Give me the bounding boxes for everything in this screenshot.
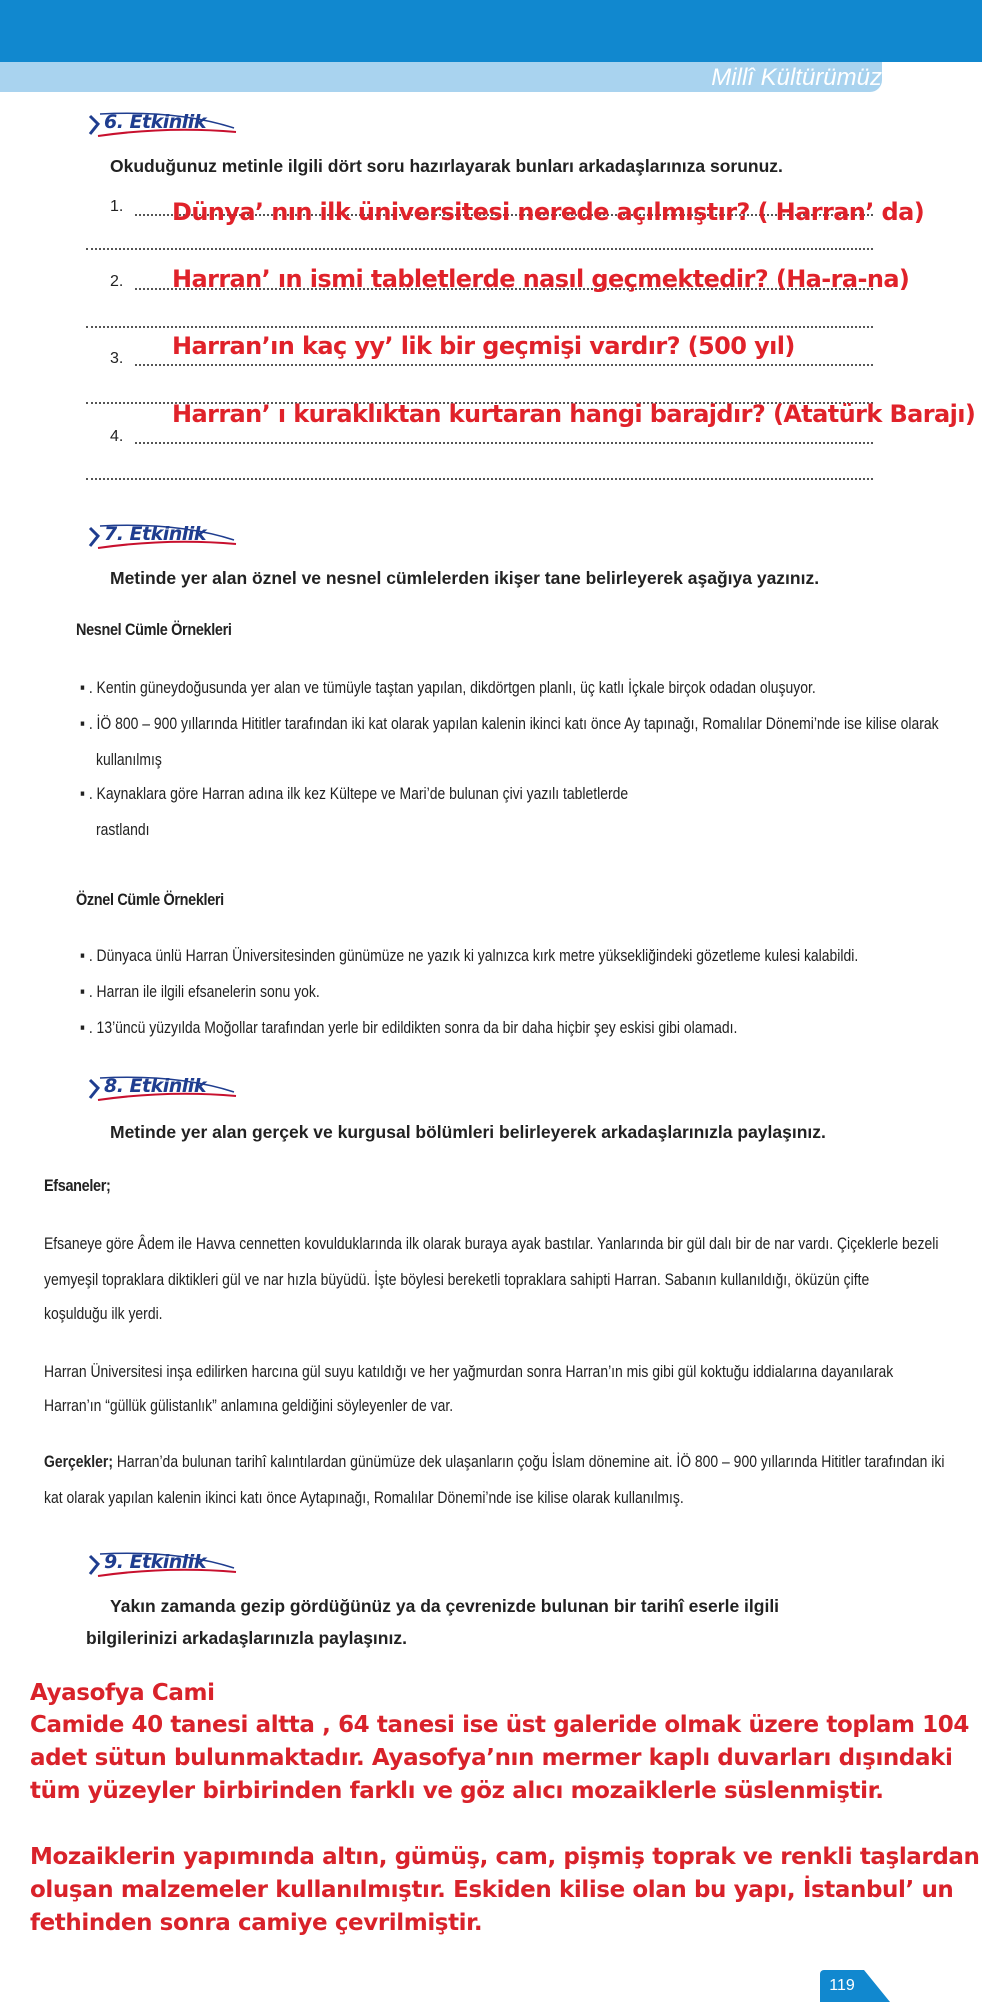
answer-text-line: adet sütun bulunmaktadır. Ayasofya’nın mermer kaplı duvarları dışındaki (30, 1745, 953, 1771)
activity-9-badge (88, 1550, 238, 1580)
efsane-line: Harran Üniversitesi inşa edilirken harcına gül suyu katıldığı ve her yağmurdan sonra Harran’ın mis gibi gül koktuğu iddialarına dayanılarak (44, 1362, 894, 1381)
answer-text-line: Mozaiklerin yapımında altın, gümüş, cam, pişmiş toprak ve renkli taşlardan (30, 1844, 980, 1870)
answer-line (86, 248, 873, 250)
oznel-heading: Öznel Cümle Örnekleri (76, 890, 224, 909)
question-number-3: 3. (110, 350, 124, 367)
activity-8-instruction: Metinde yer alan gerçek ve kurgusal bölümleri belirleyerek arkadaşlarınızla paylaşınız. (110, 1122, 826, 1142)
answer-line (86, 326, 873, 328)
top-color-bar (0, 0, 982, 62)
nesnel-heading: Nesnel Cümle Örnekleri (76, 620, 232, 639)
oznel-line: ▪ . Dünyaca ünlü Harran Üniversitesinden günümüze ne yazık ki yalnızca kırk metre yüksekliğindeki gözetleme kulesi kalabildi. (80, 946, 859, 965)
badge-label: 6. Etkinlik (104, 111, 206, 133)
question-number-4: 4. (110, 428, 124, 445)
answer-line (135, 442, 873, 444)
nesnel-line: rastlandı (96, 820, 150, 839)
gercek-text: Harran’da bulunan tarihî kalıntılardan günümüze dek ulaşanların çoğu İslam dönemine ait. İÖ 800 – 900 yıllarında Hititler tarafından iki (112, 1452, 945, 1471)
answer-line (135, 364, 873, 366)
oznel-line: ▪ . Harran ile ilgili efsanelerin sonu yok. (80, 982, 320, 1001)
activity-6-badge (88, 110, 238, 140)
answer-text-line: fethinden sonra camiye çevrilmiştir. (30, 1910, 483, 1936)
nesnel-line: ▪ . Kentin güneydoğusunda yer alan ve tümüyle taştan yapılan, dikdörtgen planlı, üç katlı İçkale birçok odadan oluşuyor. (80, 678, 816, 697)
answer-text-line: tüm yüzeyler birbirinden farklı ve göz alıcı mozaiklerle süslenmiştir. (30, 1778, 884, 1804)
badge-label: 8. Etkinlik (104, 1075, 206, 1097)
answer-4: Harran’ ı kuraklıktan kurtaran hangi barajdır? (Atatürk Barajı) (172, 400, 976, 428)
activity-8-badge (88, 1074, 238, 1104)
efsane-line: Harran’ın “güllük gülistanlık” anlamına geldiğini söyleyenler de var. (44, 1396, 454, 1415)
answer-3: Harran’ın kaç yy’ lik bir geçmişi vardır? (500 yıl) (172, 332, 795, 360)
activity-6-instruction: Okuduğunuz metinle ilgili dört soru hazırlayarak bunları arkadaşlarınıza sorunuz. (110, 156, 783, 176)
answer-text-line: Ayasofya Cami (30, 1680, 215, 1706)
badge-label: 7. Etkinlik (104, 523, 206, 545)
activity-9-instruction: Yakın zamanda gezip gördüğünüz ya da çevrenizde bulunan bir tarihî eserle ilgili (110, 1596, 780, 1616)
gercek-line: kat olarak yapılan kalenin ikinci katı önce Aytapınağı, Romalılar Dönemi’nde ise kilise olarak kullanılmış. (44, 1488, 684, 1507)
efsane-line: yemyeşil topraklara diktikleri gül ve nar hızla büyüdü. İşte böylesi bereketli topraklara sahipti Harran. Sabanın kullanıldığı, öküzün çifte (44, 1270, 870, 1289)
page-number: 119 (820, 1970, 864, 2002)
efsane-line: koşulduğu ilk yerdi. (44, 1304, 163, 1323)
question-number-2: 2. (110, 273, 124, 290)
answer-1: Dünya’ nın ilk üniversitesi nerede açılmıştır? ( Harran’ da) (172, 198, 925, 226)
oznel-line: ▪ . 13’üncü yüzyılda Moğollar tarafından yerle bir edildikten sonra da bir daha hiçbir şey eskisi gibi olamadı. (80, 1018, 738, 1037)
answer-text-line: oluşan malzemeler kullanılmıştır. Eskiden kilise olan bu yapı, İstanbul’ un (30, 1877, 954, 1903)
gercek-line (44, 1452, 944, 1472)
header-title: Millî Kültürümüz (711, 64, 882, 91)
nesnel-line: ▪ . İÖ 800 – 900 yıllarında Hititler tarafından iki kat olarak yapılan kalenin ikinci katı önce Ay tapınağı, Romalılar Dönemi’nde ise kilise olarak (80, 714, 939, 733)
answer-line (86, 478, 873, 480)
efsane-line: Efsaneye göre Âdem ile Havva cennetten kovulduklarında ilk olarak buraya ayak bastılar. Yanlarında bir gül dalı bir de nar vardı. Çiçeklerle bezeli (44, 1234, 939, 1253)
efsane-heading: Efsaneler; (44, 1176, 111, 1195)
activity-9-instruction-cont: bilgilerinizi arkadaşlarınızla paylaşınız. (86, 1628, 407, 1648)
gercek-label: Gerçekler; (44, 1452, 113, 1471)
answer-2: Harran’ ın ismi tabletlerde nasıl geçmektedir? (Ha-ra-na) (172, 265, 910, 293)
activity-7-badge (88, 522, 238, 552)
answer-text-line: Camide 40 tanesi altta , 64 tanesi ise üst galeride olmak üzere toplam 104 (30, 1712, 969, 1738)
activity-7-instruction: Metinde yer alan öznel ve nesnel cümlelerden ikişer tane belirleyerek aşağıya yazınız. (110, 568, 820, 588)
nesnel-line: kullanılmış (96, 750, 162, 769)
nesnel-line: ▪ . Kaynaklara göre Harran adına ilk kez Kültepe ve Mari’de bulunan çivi yazılı tabletlerde (80, 784, 629, 803)
page-number-tab (864, 1970, 890, 2002)
question-number-1: 1. (110, 198, 124, 215)
badge-label: 9. Etkinlik (104, 1551, 206, 1573)
